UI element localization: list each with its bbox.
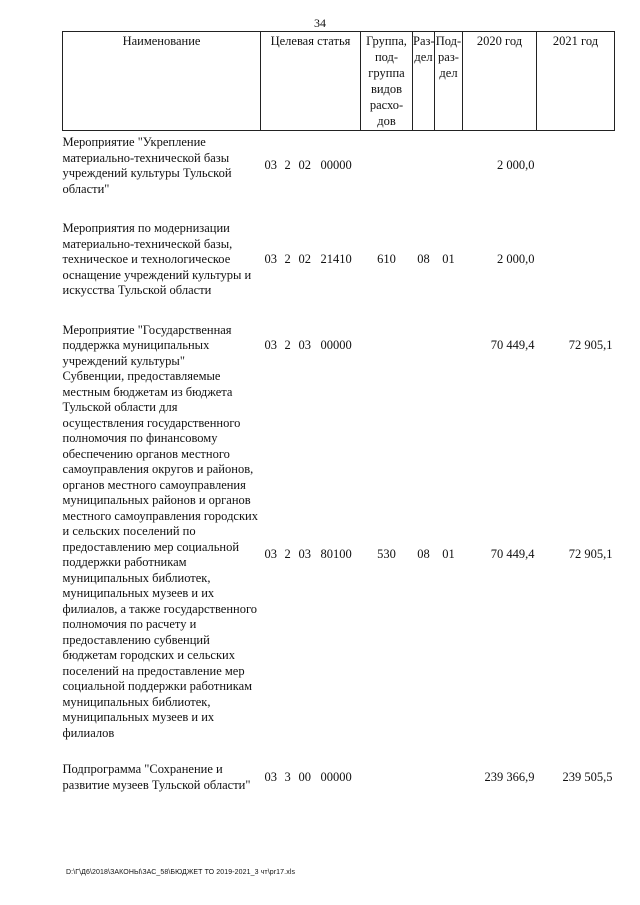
header-section: Раз-дел bbox=[413, 32, 435, 131]
target-code-part: 03 bbox=[264, 252, 277, 266]
table-row bbox=[63, 323, 615, 370]
target-code-part: 03 bbox=[264, 547, 277, 562]
target-code-part: 00000 bbox=[320, 769, 352, 784]
row-section bbox=[413, 135, 435, 197]
row-2021: 72 905,1 bbox=[568, 338, 613, 352]
target-code-part: 03 bbox=[264, 769, 277, 784]
table-row bbox=[63, 221, 615, 299]
target-code-part: 03 bbox=[298, 338, 311, 352]
row-target-code bbox=[261, 135, 361, 197]
spacer-cell bbox=[63, 741, 615, 762]
row-2021 bbox=[537, 135, 615, 197]
table-row bbox=[63, 762, 615, 793]
target-code-part: 00000 bbox=[320, 338, 352, 352]
row-target-code bbox=[261, 762, 361, 793]
target-code-part: 03 bbox=[264, 158, 277, 173]
row-2020: 70 449,4 bbox=[490, 547, 535, 562]
header-subsection: Под-раз-дел bbox=[435, 32, 463, 131]
target-code-part: 00000 bbox=[320, 158, 352, 173]
target-code-part: 02 bbox=[298, 252, 311, 266]
row-target-code bbox=[261, 323, 361, 370]
budget-table bbox=[62, 31, 615, 793]
row-2020: 2 000,0 bbox=[497, 158, 535, 173]
row-expense-group bbox=[361, 323, 413, 370]
table-row bbox=[63, 135, 615, 197]
target-code-part: 2 bbox=[284, 252, 291, 266]
row-target-code bbox=[261, 369, 361, 741]
header-row bbox=[63, 32, 615, 131]
target-code-part: 80100 bbox=[320, 547, 352, 562]
target-code-part: 03 bbox=[264, 338, 277, 352]
row-expense-group bbox=[361, 135, 413, 197]
row-subsection bbox=[435, 323, 463, 370]
row-name: Мероприятие "Государственная поддержка муниципальных учреждений культуры" bbox=[62, 322, 232, 368]
target-code-part: 2 bbox=[284, 338, 291, 352]
table-row bbox=[63, 369, 615, 741]
page-number: 34 bbox=[314, 16, 326, 30]
row-expense-group: 530 bbox=[377, 547, 396, 562]
row-name: Субвенции, предоставляемые местным бюджетам из бюджета Тульской области для осуществления государственного полномочия по финансовому обеспечению органов местного самоуправления округов и районов, органов местного самоуправления муниципальных районов и органов местного самоуправления городских и сельских поселений по предоставлению мер социальной поддержки работникам муниципальных библиотек, муниципальных музеев и их филиалов, а также государственного полномочия по расчету и предоставлению субвенций бюджетам городских и сельских поселений на предоставление мер социальной поддержки работникам муниципальных библиотек, муниципальных музеев и их филиалов bbox=[62, 369, 258, 740]
row-2021: 239 505,5 bbox=[562, 769, 613, 784]
header-2021: 2021 год bbox=[537, 32, 615, 131]
target-code-part: 02 bbox=[298, 158, 311, 173]
spacer-cell bbox=[63, 197, 615, 221]
file-path-footer: D:\Г\Д6\2018\ЗАКОНЫ\ЗАС_58\БЮДЖЕТ ТО 2019-2021_3 чт\pr17.xls bbox=[66, 869, 296, 876]
row-spacer bbox=[63, 197, 615, 221]
header-2020: 2020 год bbox=[463, 32, 537, 131]
row-name: Подпрограмма "Сохранение и развитие музеев Тульской области" bbox=[62, 762, 251, 792]
row-spacer bbox=[63, 741, 615, 762]
header-group: Группа, под-группа видов расхо-дов bbox=[361, 32, 413, 131]
row-section: 08 bbox=[417, 547, 430, 562]
row-expense-group: 610 bbox=[377, 252, 396, 266]
target-code-part: 03 bbox=[298, 547, 311, 562]
row-subsection bbox=[435, 135, 463, 197]
target-code-part: 21410 bbox=[320, 252, 352, 266]
row-target-code bbox=[261, 221, 361, 299]
row-subsection bbox=[435, 762, 463, 793]
target-code-part: 00 bbox=[298, 769, 311, 784]
row-2021 bbox=[537, 221, 615, 299]
row-2020: 2 000,0 bbox=[497, 252, 535, 266]
header-name: Наименование bbox=[63, 32, 261, 131]
target-code-part: 2 bbox=[284, 158, 291, 173]
row-2020: 239 366,9 bbox=[484, 769, 535, 784]
row-section bbox=[413, 762, 435, 793]
target-code-part: 2 bbox=[284, 547, 291, 562]
target-code-part: 3 bbox=[284, 769, 291, 784]
row-2020: 70 449,4 bbox=[490, 338, 535, 352]
row-section bbox=[413, 323, 435, 370]
header-target: Целевая статья bbox=[261, 32, 361, 131]
row-spacer bbox=[63, 299, 615, 323]
row-name: Мероприятие "Укрепление материально-технической базы учреждений культуры Тульской области" bbox=[62, 135, 232, 196]
row-subsection: 01 bbox=[442, 547, 455, 562]
row-subsection: 01 bbox=[442, 252, 455, 266]
spacer-cell bbox=[63, 299, 615, 323]
row-section: 08 bbox=[417, 252, 430, 266]
row-name: Мероприятия по модернизации материально-технической базы, техническое и технологическое оснащение учреждений культуры и искусства Тульской области bbox=[62, 221, 252, 297]
row-2021: 72 905,1 bbox=[568, 547, 613, 562]
row-expense-group bbox=[361, 762, 413, 793]
